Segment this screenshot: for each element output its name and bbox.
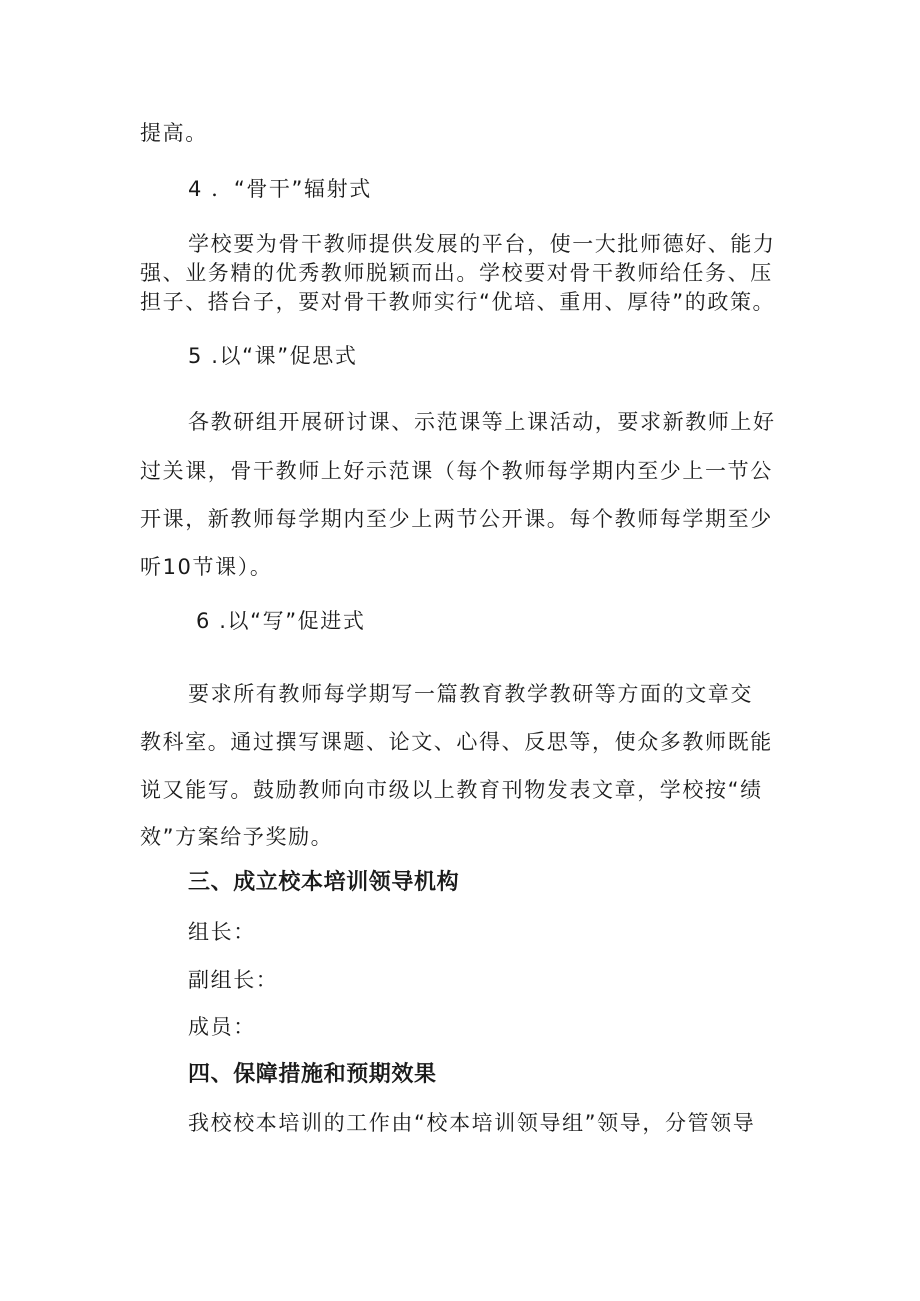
paragraph-line: 提高。 xyxy=(140,121,208,145)
paragraph-line: 学校要为骨干教师提供发展的平台，使一大批师德好、能力 xyxy=(188,232,776,256)
deputy-leader-label: 副组长： xyxy=(188,968,279,992)
section-heading-4: 四、保障措施和预期效果 xyxy=(188,1062,437,1087)
members-label: 成员： xyxy=(188,1015,256,1039)
paragraph-line: 说又能写。鼓励教师向市级以上教育刊物发表文章，学校按“绩 xyxy=(140,778,763,802)
paragraph-line: 要求所有教师每学期写一篇教育教学教研等方面的文章交 xyxy=(188,682,753,706)
paragraph-line: 过关课，骨干教师上好示范课（每个教师每学期内至少上一节公 xyxy=(140,459,773,483)
paragraph-line: 各教研组开展研讨课、示范课等上课活动，要求新教师上好 xyxy=(188,410,776,434)
section-item-4-title: 4 ．“骨干”辐射式 xyxy=(188,177,372,201)
section-heading-3: 三、成立校本培训领导机构 xyxy=(188,870,460,895)
paragraph-line: 担子、搭台子，要对骨干教师实行“优培、重用、厚待”的政策。 xyxy=(140,290,776,314)
paragraph-line: 教科室。通过撰写课题、论文、心得、反思等，使众多教师既能 xyxy=(140,730,773,754)
group-leader-label: 组长： xyxy=(188,920,256,944)
paragraph-line: 我校校本培训的工作由“校本培训领导组”领导，分管领导 xyxy=(188,1111,756,1135)
section-item-6-title: 6 .以“写”促进式 xyxy=(196,609,366,633)
paragraph-line: 听10节课）。 xyxy=(140,555,273,579)
paragraph-line: 效”方案给予奖励。 xyxy=(140,825,334,849)
paragraph-line: 开课，新教师每学期内至少上两节公开课。每个教师每学期至少 xyxy=(140,507,773,531)
section-item-5-title: 5 .以“课”促思式 xyxy=(188,344,358,368)
paragraph-line: 强、业务精的优秀教师脱颖而出。学校要对骨干教师给任务、压 xyxy=(140,261,773,285)
